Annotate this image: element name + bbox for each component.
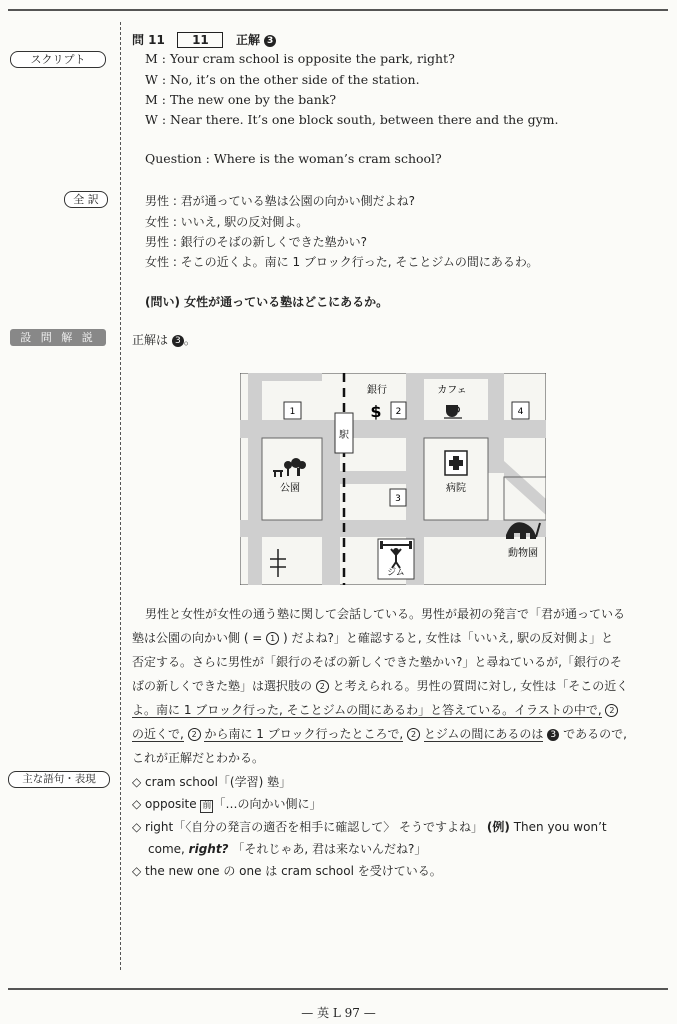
script-question: Question : Where is the woman’s cram school? bbox=[145, 151, 442, 166]
vocab-item-cont: come, right? 「それじゃあ, 君は来ないんだね?」 bbox=[148, 842, 427, 856]
answer-label: 正解 bbox=[235, 33, 260, 47]
choice-2-label: 2 bbox=[395, 407, 402, 417]
choice-3 bbox=[390, 489, 406, 506]
translation-line: 女性 : そこの近くよ。南に 1 ブロック行った, そことジムの間にあるわ。 bbox=[145, 255, 539, 269]
answer-statement: 正解は 3 。 bbox=[132, 333, 196, 347]
bank-label: 銀行 bbox=[367, 385, 387, 396]
answer-choice-mark: 3 bbox=[172, 335, 184, 347]
script-line: W : Near there. It’s one block south, between there and the gym. bbox=[145, 112, 559, 127]
label-explanation: 設 問 解 説 bbox=[10, 329, 106, 346]
label-translation: 全 訳 bbox=[64, 191, 108, 208]
choice-ref-3: 3 bbox=[547, 729, 559, 741]
question-header bbox=[132, 31, 276, 48]
gym-label: ジム bbox=[387, 568, 405, 578]
script-line: M : The new one by the bank? bbox=[145, 92, 337, 107]
part-of-speech-badge: 前 bbox=[202, 801, 212, 811]
hospital-label: 病院 bbox=[446, 483, 466, 494]
translation-line: 男性 : 君が通っている塾は公園の向かい側だよね? bbox=[145, 194, 416, 208]
answer-choice-mark: 3 bbox=[264, 35, 276, 47]
vocab-item: ◇ the new one の one は cram school を受けている。 bbox=[132, 864, 442, 878]
choice-ref-2: 2 bbox=[407, 728, 420, 741]
label-vocab: 主な語句・表現 bbox=[8, 771, 110, 788]
choice-1 bbox=[284, 402, 301, 419]
script-line: W : No, it’s on the other side of the station. bbox=[145, 72, 420, 87]
translation-question: (問い) 女性が通っている塾はどこにあるか。 bbox=[145, 295, 389, 309]
cafe-label: カフェ bbox=[437, 385, 467, 396]
vocab-item: ◇ cram school「(学習) 塾」 bbox=[132, 775, 292, 789]
choice-ref-2: 2 bbox=[316, 680, 329, 693]
vocab-item: ◇ right「〈自分の発言の適否を相手に確認して〉 そうですよね」 (例) Then you won’t bbox=[132, 820, 607, 834]
label-script: スクリプト bbox=[10, 51, 106, 68]
script-line: M : Your cram school is opposite the park, right? bbox=[145, 51, 455, 66]
translation-line: 男性 : 銀行のそばの新しくできた塾かい? bbox=[145, 235, 368, 249]
choice-ref-1: 1 bbox=[266, 632, 279, 645]
bottom-rule bbox=[8, 988, 668, 990]
vocab-item: ◇ opposite 前 「…の向かい側に」 bbox=[132, 797, 322, 811]
station-label: 駅 bbox=[339, 430, 349, 441]
choice-4 bbox=[512, 402, 529, 419]
answer-box: 11 bbox=[177, 32, 223, 48]
translation-line: 女性 : いいえ, 駅の反対側よ。 bbox=[145, 215, 309, 229]
margin-divider bbox=[120, 22, 121, 970]
top-rule bbox=[8, 9, 668, 11]
bank-icon: $ bbox=[370, 402, 382, 421]
choice-3-label: 3 bbox=[395, 494, 401, 504]
question-number: 問 11 bbox=[132, 33, 165, 47]
hospital-icon bbox=[445, 451, 467, 475]
choice-2 bbox=[391, 402, 406, 419]
zoo-label: 動物園 bbox=[508, 548, 538, 559]
choice-1-label: 1 bbox=[289, 407, 296, 417]
town-map bbox=[240, 373, 546, 585]
park-label: 公園 bbox=[280, 483, 300, 494]
page-number: — 英 L 97 — bbox=[301, 1006, 376, 1020]
choice-4-label: 4 bbox=[517, 407, 524, 417]
choice-ref-2: 2 bbox=[188, 728, 201, 741]
choice-ref-2: 2 bbox=[605, 704, 618, 717]
